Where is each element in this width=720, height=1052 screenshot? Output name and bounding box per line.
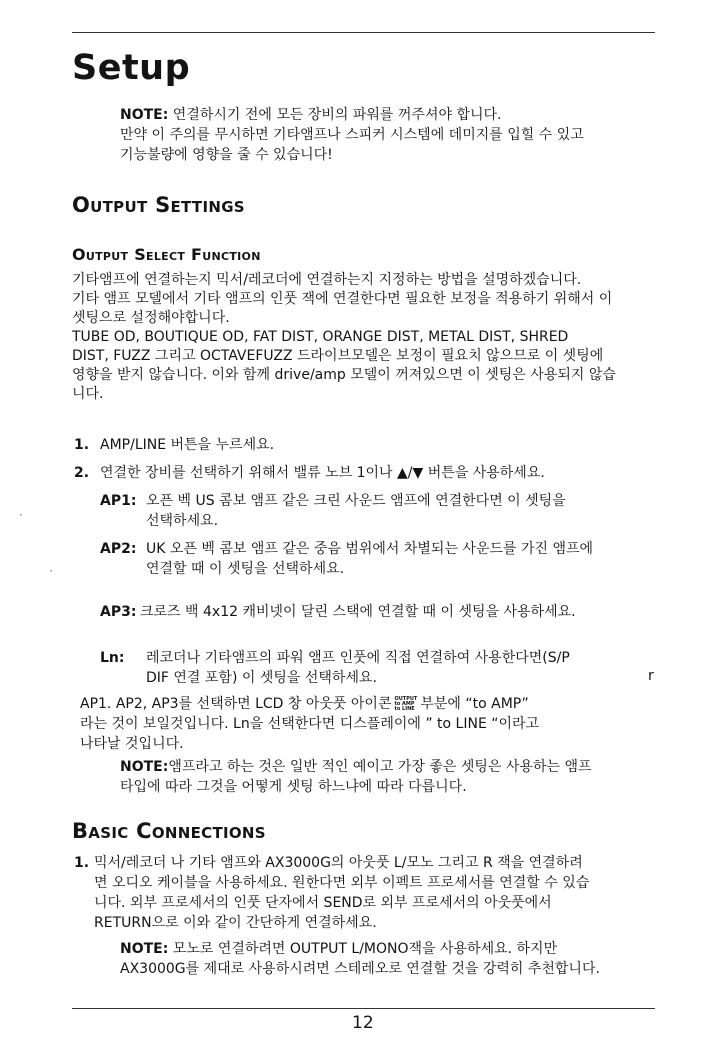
step-text: 연결한 장비를 선택하기 위해서 밸류 노브 1이나 ▲/▼ 버튼을 사용하세요. (100, 465, 545, 481)
note-text: 앰프라고 하는 것은 일반 적인 예이고 가장 좋은 셋팅은 사용하는 앰프 (168, 759, 592, 775)
option-text: UK 오픈 벡 콤보 앰프 같은 중음 범위에서 차별되는 사운드를 가진 앰프에 (146, 541, 594, 557)
page-number: 12 (352, 1013, 374, 1033)
step-text: 믹서/레코더 나 기타 앰프와 AX3000G의 아웃풋 L/모노 그리고 R 잭을 연결하려 (94, 855, 583, 871)
option-label: AP3: (100, 604, 137, 620)
step-number: 2. (74, 465, 90, 481)
scan-speck (50, 570, 52, 572)
note-text: 연결하시기 전에 모든 장비의 파워를 꺼주셔야 합니다. (172, 107, 502, 123)
note-amp (120, 757, 592, 797)
option-text: 오픈 벡 US 콤보 앰프 같은 크린 사운드 앰프에 연결한다면 이 셋팅을 (146, 493, 566, 509)
step-1 (74, 435, 274, 455)
basic-step-1 (74, 853, 589, 933)
paragraph-line: 기타앰프에 연결하는지 믹서/레코더에 연결하는지 지정하는 방법을 설명하겠습니다. (72, 272, 582, 288)
option-text: 선택하세요. (146, 513, 219, 529)
note-text: 만약 이 주의를 무시하면 기타앰프나 스피커 시스템에 데미지를 입힐 수 있고 (120, 127, 584, 143)
option-text: 레코더나 기타앰프의 파워 앰프 인풋에 직접 연결하여 사용한다면(S/P (146, 650, 570, 666)
paragraph-line: 셋팅으로 설정해야합니다. (72, 310, 230, 326)
stray-mark: r (648, 668, 654, 684)
subheading-output-select-function: Output Select Function (72, 245, 261, 264)
note-label: NOTE: (120, 759, 169, 775)
paragraph-line: 기타 앰프 모델에서 기타 앰프의 인풋 잭에 연결한다면 필요한 보정을 적용하기 위해서 이 (72, 291, 613, 307)
option-label: AP1: (100, 493, 137, 509)
option-label: AP2: (100, 541, 137, 557)
option-text: DIF 연결 포함) 이 셋팅을 선택하세요. (146, 670, 377, 686)
result-text: AP1. AP2, AP3를 선택하면 LCD 창 아웃풋 아이콘 (80, 696, 392, 712)
option-ap2 (100, 539, 593, 579)
note-text: AX3000G를 제대로 사용하시려면 스테레오로 연결할 것을 강력히 추천합니다. (120, 961, 600, 977)
option-text: 연결할 때 이 셋팅을 선택하세요. (146, 561, 345, 577)
bottom-rule (72, 1008, 655, 1009)
output-description (72, 271, 616, 404)
note-label: NOTE: (120, 941, 169, 957)
result-text: 라는 것이 보일것입니다. Ln을 선택한다면 디스플레이에 ” to LINE “이라고 (80, 716, 540, 732)
step-number: 1. (74, 855, 90, 871)
step-text: 니다. 외부 프로세서의 인풋 단자에서 SEND로 외부 프로세서의 아웃풋에서 (94, 895, 552, 911)
option-ap1 (100, 491, 566, 531)
note-text: 기능불량에 영향을 줄 수 있습니다! (120, 147, 333, 163)
section-heading-basic-connections: Basic Connections (72, 819, 266, 843)
note-setup (120, 105, 584, 165)
top-rule (72, 32, 655, 33)
option-text: 크로즈 백 4x12 캐비넷이 달린 스택에 연결할 때 이 셋팅을 사용하세요. (140, 604, 576, 620)
option-label: Ln: (100, 650, 125, 666)
paragraph-line: 영향을 받지 않습니다. 이와 함께 drive/amp 모델이 꺼져있으면 이 셋팅은 사용되지 않습 (72, 367, 616, 383)
step-text: RETURN으로 이와 같이 간단하게 연결하세요. (94, 915, 377, 931)
option-ln (100, 648, 570, 688)
result-description (80, 694, 539, 754)
scan-speck (20, 514, 22, 516)
paragraph-line: 니다. (72, 386, 104, 402)
step-2 (74, 463, 545, 483)
paragraph-line: TUBE OD, BOUTIQUE OD, FAT DIST, ORANGE DIST, METAL DIST, SHRED (72, 329, 569, 345)
section-heading-output-settings: Output Settings (72, 193, 245, 217)
result-text: 나타날 것입니다. (80, 736, 184, 752)
step-number: 1. (74, 437, 90, 453)
page-title: Setup (72, 48, 191, 88)
step-text: AMP/LINE 버튼을 누르세요. (100, 437, 275, 453)
paragraph-line: DIST, FUZZ 그리고 OCTAVEFUZZ 드라이브모델은 보정이 필요치 않으므로 이 셋팅에 (72, 348, 604, 364)
note-label: NOTE: (120, 107, 169, 123)
note-text: 모노로 연결하려면 OUTPUT L/MONO잭을 사용하세요. 하지만 (172, 941, 558, 957)
result-text: 부분에 “to AMP” (420, 696, 529, 712)
step-text: 면 오디오 케이블을 사용하세요. 원한다면 외부 이펙트 프로세서를 연결할 수 있습 (94, 875, 590, 891)
option-ap3 (100, 602, 576, 622)
note-text: 타입에 따라 그것을 어떻게 셋팅 하느냐에 따라 다릅니다. (120, 779, 467, 795)
note-mono (120, 939, 600, 979)
output-icon: OUTPUT to AMP to LINE (394, 695, 418, 712)
